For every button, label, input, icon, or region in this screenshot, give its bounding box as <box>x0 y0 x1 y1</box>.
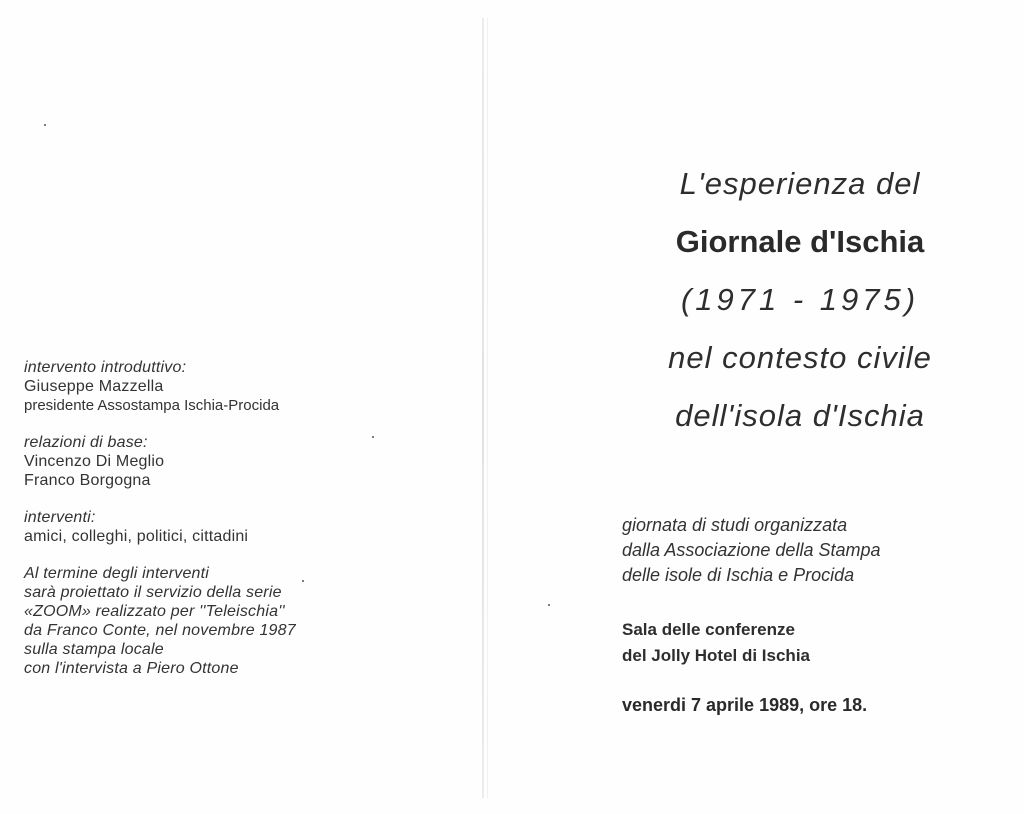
interventi-text: amici, colleghi, politici, cittadini <box>24 528 249 545</box>
base-section <box>24 433 464 490</box>
event-date: venerdi 7 aprile 1989, ore 18. <box>622 695 868 715</box>
closing-section <box>24 564 464 678</box>
organizer-line: giornata di studi organizzata <box>622 515 848 535</box>
organizer-block <box>622 513 1002 588</box>
organizer-line: delle isole di Ischia e Procida <box>622 565 855 585</box>
intro-speaker: Giuseppe Mazzella <box>24 378 164 395</box>
closing-line: sulla stampa locale <box>24 641 164 658</box>
closing-line: con l'intervista a Piero Ottone <box>24 660 239 677</box>
center-fold-shadow <box>487 18 488 798</box>
venue-block <box>622 617 1002 669</box>
closing-line: sarà proiettato il servizio della serie <box>24 584 282 601</box>
program-panel <box>24 358 464 696</box>
base-speaker: Franco Borgogna <box>24 472 151 489</box>
title-line: nel contesto civile <box>668 340 932 375</box>
intro-speaker-role: presidente Assostampa Ischia-Procida <box>24 397 280 414</box>
interventi-label: interventi: <box>24 509 96 526</box>
paper-speck <box>548 604 550 606</box>
center-fold <box>482 18 484 798</box>
base-label: relazioni di base: <box>24 434 148 451</box>
title-newspaper-name: Giornale d'Ischia <box>675 224 925 259</box>
title-line: L'esperienza del <box>679 166 921 201</box>
interventi-section <box>24 508 464 546</box>
venue-line: del Jolly Hotel di Ischia <box>622 646 810 665</box>
closing-line: da Franco Conte, nel novembre 1987 <box>24 622 296 639</box>
closing-line: Al termine degli interventi <box>24 565 210 582</box>
title-line: dell'isola d'Ischia <box>675 398 925 433</box>
paper-speck <box>44 124 46 126</box>
intro-label: intervento introduttivo: <box>24 359 187 376</box>
closing-line: «ZOOM» realizzato per ''Teleischia'' <box>24 603 285 620</box>
cover-panel <box>600 155 1000 715</box>
base-speaker: Vincenzo Di Meglio <box>24 453 165 470</box>
intro-section <box>24 358 464 415</box>
title-years: (1971 - 1975) <box>680 282 920 317</box>
event-title <box>600 155 1000 445</box>
organizer-line: dalla Associazione della Stampa <box>622 540 881 560</box>
venue-line: Sala delle conferenze <box>622 620 795 639</box>
